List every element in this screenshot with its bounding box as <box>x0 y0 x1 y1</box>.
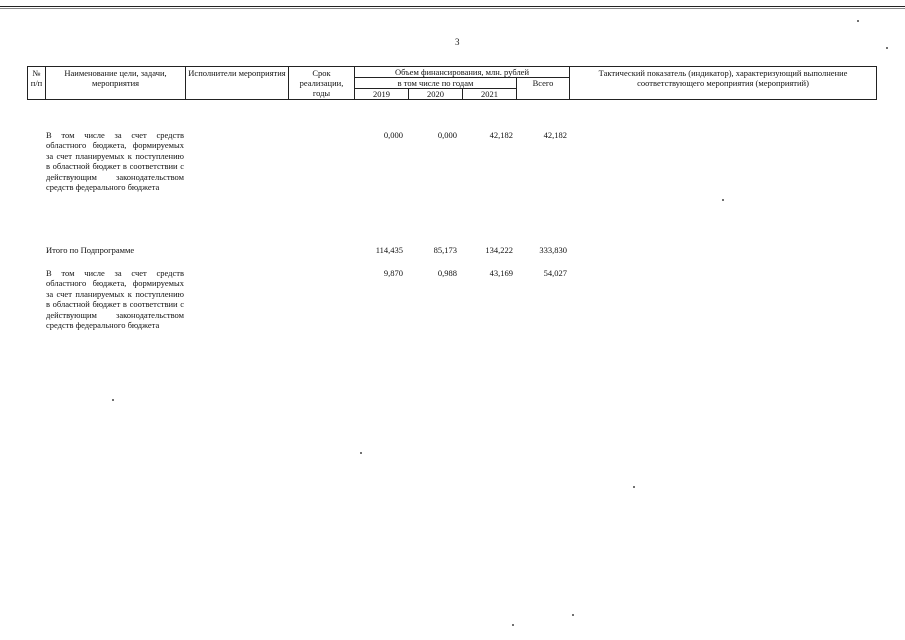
row-1-value-total: 42,182 <box>543 130 567 140</box>
row-1-description: В том числе за счет средств областного бюджета, формируемых за счет планируемых к поступлению в областной бюджет в соответствии с действующим законодательством средств федерального бюджета <box>46 130 184 193</box>
row-2-value-total: 333,830 <box>539 245 567 255</box>
scan-speck <box>512 624 514 626</box>
top-rule-secondary <box>0 8 905 9</box>
header-executors: Исполнители мероприятия <box>186 67 289 100</box>
row-3-value-2019: 9,870 <box>383 268 403 278</box>
header-num: № п/п <box>28 67 46 100</box>
header-by-years: в том числе по годам <box>355 78 517 89</box>
header-year-2019: 2019 <box>355 89 409 100</box>
header-total: Всего <box>517 78 570 100</box>
scan-speck <box>112 399 114 401</box>
header-term: Срок реализации, годы <box>289 67 355 100</box>
row-1-value-2021: 42,182 <box>489 130 513 140</box>
page-number: 3 <box>455 37 460 47</box>
row-3-value-2020: 0,988 <box>437 268 457 278</box>
header-year-2021: 2021 <box>463 89 517 100</box>
header-indicator: Тактический показатель (индикатор), характеризующий выполнение соответствующего мероприятия (мероприятий) <box>570 67 877 100</box>
header-name: Наименование цели, задачи, мероприятия <box>46 67 186 100</box>
row-1-value-2019: 0,000 <box>383 130 403 140</box>
row-2-value-2020: 85,173 <box>433 245 457 255</box>
scan-speck <box>360 452 362 454</box>
row-3-value-total: 54,027 <box>543 268 567 278</box>
row-2-value-2021: 134,222 <box>485 245 513 255</box>
scan-speck <box>633 486 635 488</box>
scan-speck <box>572 614 574 616</box>
scan-speck <box>722 199 724 201</box>
scan-speck <box>886 47 888 49</box>
row-3-description: В том числе за счет средств областного бюджета, формируемых за счет планируемых к поступлению в областной бюджет в соответствии с действующим законодательством средств федерального бюджета <box>46 268 184 331</box>
financing-table-header <box>27 66 877 100</box>
row-2-description: Итого по Подпрограмме <box>46 245 135 255</box>
row-3-value-2021: 43,169 <box>489 268 513 278</box>
header-year-2020: 2020 <box>409 89 463 100</box>
scan-speck <box>857 20 859 22</box>
header-financing: Объем финансирования, млн. рублей <box>355 67 570 78</box>
top-rule <box>0 6 905 7</box>
row-2-value-2019: 114,435 <box>375 245 403 255</box>
row-1-value-2020: 0,000 <box>437 130 457 140</box>
